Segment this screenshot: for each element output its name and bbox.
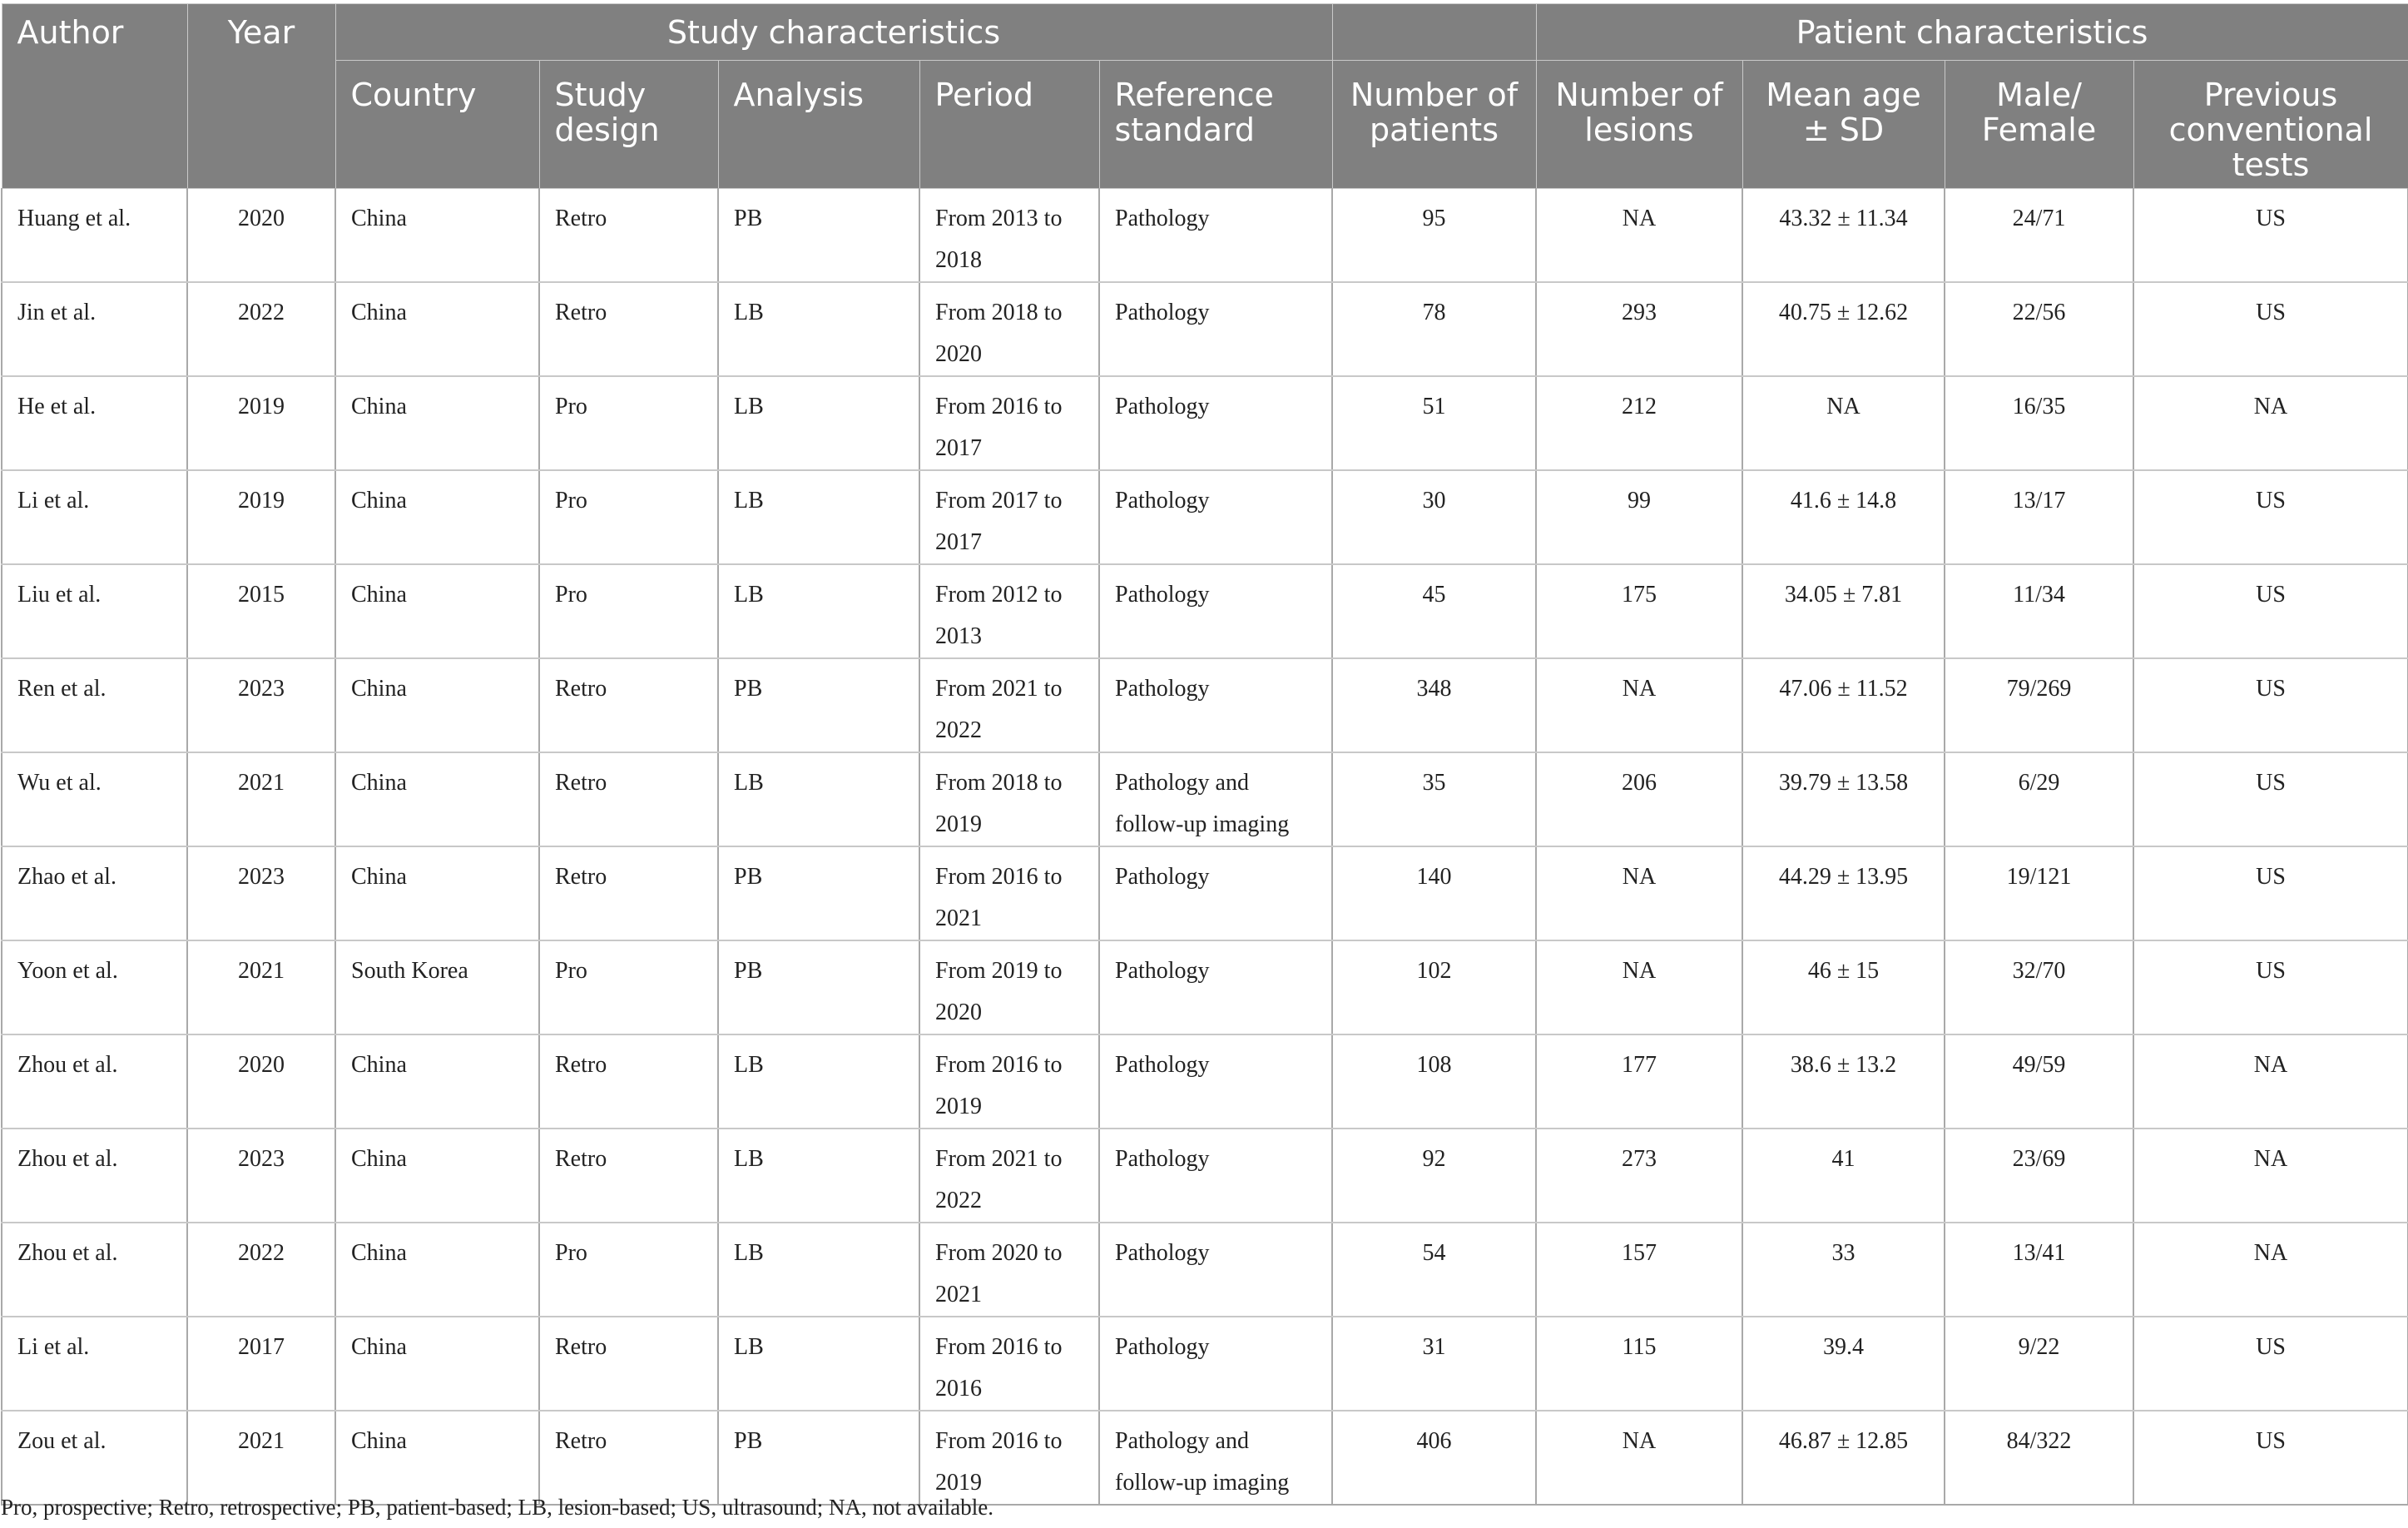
header-country: Country (335, 61, 539, 189)
cell-design: Retro (539, 282, 718, 376)
cell-period: From 2017 to 2017 (919, 470, 1099, 564)
cell-country: China (335, 752, 539, 846)
cell-year: 2022 (187, 1223, 335, 1317)
cell-tests: US (2133, 564, 2408, 658)
cell-reference: Pathology (1099, 1223, 1332, 1317)
cell-sex: 23/69 (1945, 1129, 2133, 1223)
cell-tests: US (2133, 940, 2408, 1034)
cell-reference: Pathology (1099, 470, 1332, 564)
cell-country: China (335, 189, 539, 283)
cell-analysis: LB (718, 564, 919, 658)
cell-period: From 2016 to 2019 (919, 1034, 1099, 1129)
cell-country: China (335, 470, 539, 564)
cell-year: 2021 (187, 1411, 335, 1505)
cell-period: From 2018 to 2019 (919, 752, 1099, 846)
cell-analysis: PB (718, 1411, 919, 1505)
cell-country: China (335, 1034, 539, 1129)
cell-sex: 13/41 (1945, 1223, 2133, 1317)
cell-age: 46.87 ± 12.85 (1742, 1411, 1945, 1505)
cell-design: Retro (539, 1034, 718, 1129)
cell-design: Pro (539, 940, 718, 1034)
table-row (2, 189, 2408, 283)
cell-design: Retro (539, 658, 718, 752)
cell-sex: 13/17 (1945, 470, 2133, 564)
cell-patients: 51 (1332, 376, 1536, 470)
cell-tests: US (2133, 1411, 2408, 1505)
table-body (2, 189, 2408, 1506)
cell-analysis: LB (718, 282, 919, 376)
cell-lesions: NA (1536, 1411, 1742, 1505)
header-blank (1332, 4, 1536, 61)
cell-reference: Pathology (1099, 1129, 1332, 1223)
cell-patients: 92 (1332, 1129, 1536, 1223)
cell-period: From 2020 to 2021 (919, 1223, 1099, 1317)
header-mean-age: Mean age ± SD (1742, 61, 1945, 189)
header-patient-characteristics: Patient characteristics (1536, 4, 2408, 61)
table-row (2, 940, 2408, 1034)
cell-year: 2019 (187, 376, 335, 470)
cell-reference: Pathology (1099, 940, 1332, 1034)
cell-analysis: PB (718, 658, 919, 752)
cell-sex: 16/35 (1945, 376, 2133, 470)
cell-sex: 22/56 (1945, 282, 2133, 376)
cell-year: 2022 (187, 282, 335, 376)
cell-year: 2019 (187, 470, 335, 564)
table-row (2, 1223, 2408, 1317)
cell-period: From 2016 to 2017 (919, 376, 1099, 470)
cell-author: Zhou et al. (2, 1223, 187, 1317)
cell-year: 2021 (187, 940, 335, 1034)
table-row (2, 564, 2408, 658)
table-row (2, 752, 2408, 846)
cell-age: 33 (1742, 1223, 1945, 1317)
cell-sex: 32/70 (1945, 940, 2133, 1034)
cell-period: From 2019 to 2020 (919, 940, 1099, 1034)
cell-reference: Pathology (1099, 846, 1332, 940)
cell-country: China (335, 1129, 539, 1223)
cell-author: Wu et al. (2, 752, 187, 846)
cell-author: Li et al. (2, 470, 187, 564)
cell-age: 43.32 ± 11.34 (1742, 189, 1945, 283)
cell-tests: US (2133, 189, 2408, 283)
cell-design: Retro (539, 1317, 718, 1411)
study-characteristics-table (1, 3, 2408, 1506)
cell-analysis: LB (718, 1317, 919, 1411)
cell-period: From 2021 to 2022 (919, 1129, 1099, 1223)
cell-author: Li et al. (2, 1317, 187, 1411)
cell-tests: NA (2133, 1034, 2408, 1129)
cell-age: NA (1742, 376, 1945, 470)
cell-sex: 6/29 (1945, 752, 2133, 846)
table-row (2, 846, 2408, 940)
cell-analysis: LB (718, 376, 919, 470)
cell-lesions: NA (1536, 846, 1742, 940)
table-row (2, 470, 2408, 564)
header-study-design: Study design (539, 61, 718, 189)
cell-year: 2021 (187, 752, 335, 846)
cell-age: 39.79 ± 13.58 (1742, 752, 1945, 846)
cell-lesions: NA (1536, 658, 1742, 752)
cell-reference: Pathology (1099, 658, 1332, 752)
cell-country: China (335, 282, 539, 376)
cell-patients: 35 (1332, 752, 1536, 846)
cell-year: 2020 (187, 189, 335, 283)
cell-analysis: PB (718, 189, 919, 283)
cell-lesions: 175 (1536, 564, 1742, 658)
table-row (2, 376, 2408, 470)
cell-country: China (335, 1223, 539, 1317)
cell-author: Zou et al. (2, 1411, 187, 1505)
cell-sex: 84/322 (1945, 1411, 2133, 1505)
table-row (2, 1129, 2408, 1223)
cell-author: Zhao et al. (2, 846, 187, 940)
cell-year: 2020 (187, 1034, 335, 1129)
cell-patients: 348 (1332, 658, 1536, 752)
cell-design: Retro (539, 189, 718, 283)
cell-patients: 45 (1332, 564, 1536, 658)
cell-tests: US (2133, 1317, 2408, 1411)
cell-period: From 2021 to 2022 (919, 658, 1099, 752)
table-row (2, 1034, 2408, 1129)
cell-analysis: LB (718, 1223, 919, 1317)
table-row (2, 282, 2408, 376)
cell-sex: 49/59 (1945, 1034, 2133, 1129)
cell-tests: US (2133, 658, 2408, 752)
header-male-female: Male/ Female (1945, 61, 2133, 189)
cell-reference: Pathology (1099, 1034, 1332, 1129)
header-period: Period (919, 61, 1099, 189)
cell-reference: Pathology (1099, 189, 1332, 283)
cell-age: 40.75 ± 12.62 (1742, 282, 1945, 376)
table-row (2, 1411, 2408, 1505)
cell-author: Zhou et al. (2, 1129, 187, 1223)
header-year: Year (187, 4, 335, 189)
cell-sex: 9/22 (1945, 1317, 2133, 1411)
cell-analysis: PB (718, 846, 919, 940)
cell-design: Pro (539, 564, 718, 658)
cell-lesions: 273 (1536, 1129, 1742, 1223)
cell-tests: US (2133, 282, 2408, 376)
cell-age: 47.06 ± 11.52 (1742, 658, 1945, 752)
cell-lesions: 177 (1536, 1034, 1742, 1129)
cell-analysis: LB (718, 1129, 919, 1223)
cell-age: 39.4 (1742, 1317, 1945, 1411)
cell-analysis: PB (718, 940, 919, 1034)
cell-tests: NA (2133, 1223, 2408, 1317)
header-author: Author (2, 4, 187, 189)
cell-age: 38.6 ± 13.2 (1742, 1034, 1945, 1129)
cell-period: From 2018 to 2020 (919, 282, 1099, 376)
cell-design: Retro (539, 1129, 718, 1223)
cell-tests: NA (2133, 1129, 2408, 1223)
cell-country: South Korea (335, 940, 539, 1034)
cell-age: 34.05 ± 7.81 (1742, 564, 1945, 658)
cell-tests: NA (2133, 376, 2408, 470)
cell-sex: 11/34 (1945, 564, 2133, 658)
header-number-of-lesions: Number of lesions (1536, 61, 1742, 189)
header-analysis: Analysis (718, 61, 919, 189)
cell-reference: Pathology (1099, 282, 1332, 376)
cell-year: 2015 (187, 564, 335, 658)
cell-patients: 31 (1332, 1317, 1536, 1411)
cell-design: Pro (539, 376, 718, 470)
cell-author: Jin et al. (2, 282, 187, 376)
cell-patients: 54 (1332, 1223, 1536, 1317)
table-row (2, 1317, 2408, 1411)
cell-author: Zhou et al. (2, 1034, 187, 1129)
cell-year: 2023 (187, 846, 335, 940)
cell-lesions: 157 (1536, 1223, 1742, 1317)
cell-lesions: 206 (1536, 752, 1742, 846)
cell-reference: Pathology (1099, 1317, 1332, 1411)
cell-period: From 2013 to 2018 (919, 189, 1099, 283)
cell-author: Liu et al. (2, 564, 187, 658)
cell-reference: Pathology and follow-up imaging (1099, 1411, 1332, 1505)
cell-age: 46 ± 15 (1742, 940, 1945, 1034)
cell-patients: 30 (1332, 470, 1536, 564)
cell-country: China (335, 1411, 539, 1505)
cell-country: China (335, 564, 539, 658)
cell-country: China (335, 658, 539, 752)
header-reference-standard: Reference standard (1099, 61, 1332, 189)
cell-analysis: LB (718, 1034, 919, 1129)
header-previous-tests: Previous conventional tests (2133, 61, 2408, 189)
cell-lesions: NA (1536, 189, 1742, 283)
cell-design: Retro (539, 846, 718, 940)
cell-author: He et al. (2, 376, 187, 470)
cell-sex: 19/121 (1945, 846, 2133, 940)
cell-reference: Pathology (1099, 564, 1332, 658)
cell-analysis: LB (718, 752, 919, 846)
cell-lesions: 99 (1536, 470, 1742, 564)
cell-author: Huang et al. (2, 189, 187, 283)
cell-patients: 102 (1332, 940, 1536, 1034)
cell-year: 2023 (187, 1129, 335, 1223)
table-row (2, 658, 2408, 752)
cell-author: Yoon et al. (2, 940, 187, 1034)
cell-lesions: 293 (1536, 282, 1742, 376)
cell-author: Ren et al. (2, 658, 187, 752)
cell-lesions: NA (1536, 940, 1742, 1034)
cell-patients: 78 (1332, 282, 1536, 376)
cell-reference: Pathology and follow-up imaging (1099, 752, 1332, 846)
header-study-characteristics: Study characteristics (335, 4, 1332, 61)
cell-patients: 406 (1332, 1411, 1536, 1505)
cell-tests: US (2133, 846, 2408, 940)
cell-patients: 140 (1332, 846, 1536, 940)
cell-country: China (335, 376, 539, 470)
cell-design: Pro (539, 1223, 718, 1317)
cell-patients: 95 (1332, 189, 1536, 283)
cell-design: Retro (539, 752, 718, 846)
cell-sex: 24/71 (1945, 189, 2133, 283)
cell-tests: US (2133, 752, 2408, 846)
table-footnote: Pro, prospective; Retro, retrospective; PB, patient-based; LB, lesion-based; US, ultrasound; NA, not available. (1, 1495, 993, 1520)
cell-period: From 2012 to 2013 (919, 564, 1099, 658)
cell-analysis: LB (718, 470, 919, 564)
cell-year: 2017 (187, 1317, 335, 1411)
cell-design: Retro (539, 1411, 718, 1505)
cell-age: 44.29 ± 13.95 (1742, 846, 1945, 940)
cell-period: From 2016 to 2019 (919, 1411, 1099, 1505)
cell-year: 2023 (187, 658, 335, 752)
cell-patients: 108 (1332, 1034, 1536, 1129)
cell-design: Pro (539, 470, 718, 564)
cell-tests: US (2133, 470, 2408, 564)
cell-age: 41 (1742, 1129, 1945, 1223)
cell-sex: 79/269 (1945, 658, 2133, 752)
cell-period: From 2016 to 2021 (919, 846, 1099, 940)
cell-lesions: 212 (1536, 376, 1742, 470)
header-number-of-patients: Number of patients (1332, 61, 1536, 189)
cell-reference: Pathology (1099, 376, 1332, 470)
cell-lesions: 115 (1536, 1317, 1742, 1411)
cell-age: 41.6 ± 14.8 (1742, 470, 1945, 564)
cell-country: China (335, 846, 539, 940)
cell-country: China (335, 1317, 539, 1411)
cell-period: From 2016 to 2016 (919, 1317, 1099, 1411)
